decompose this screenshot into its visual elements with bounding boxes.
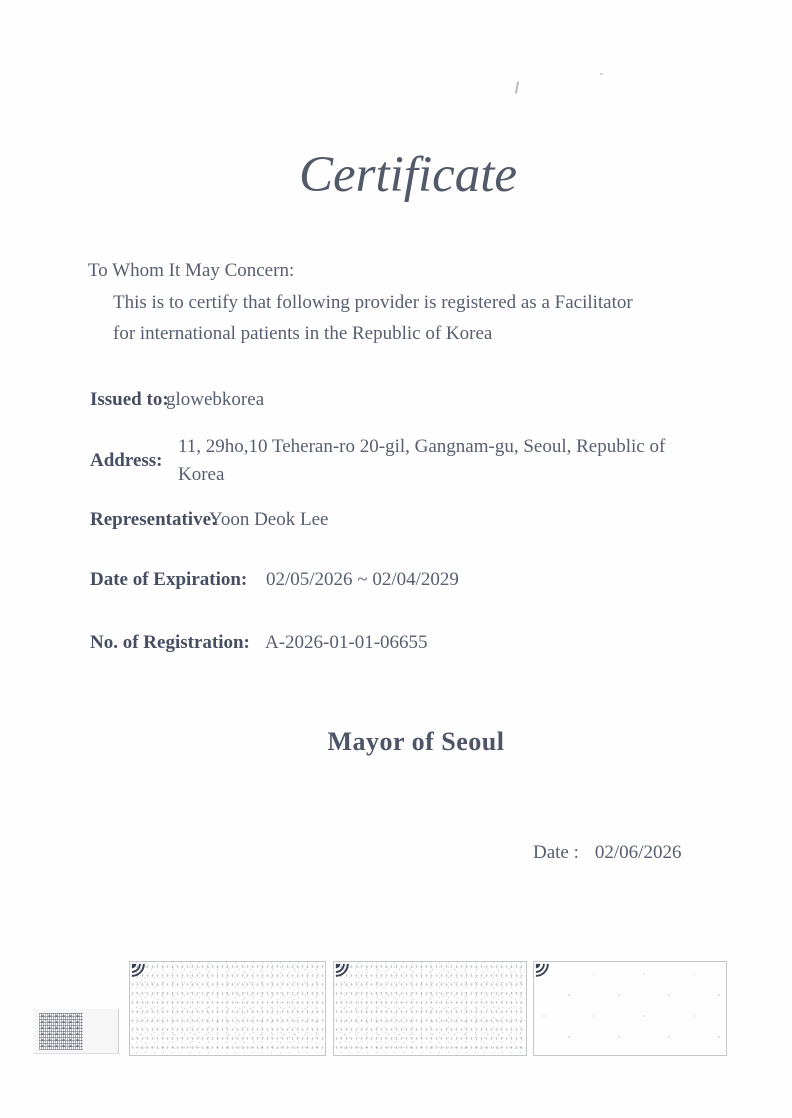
security-panel-1 [129,961,326,1056]
concentric-arcs-icon [131,963,147,979]
scan-artifact-dot [600,73,603,75]
address-label: Address: [90,450,163,471]
certificate-title: Certificate [298,147,518,203]
concentric-arcs-icon [535,963,551,979]
signature-mayor-of-seoul: Mayor of Seoul [327,727,505,756]
salutation: To Whom It May Concern: [88,260,295,281]
body-line-1: This is to certify that following provider is registered as a Facilitator [113,292,633,313]
stamp-dither-pattern [39,1013,83,1050]
body-line-2: for international patients in the Republic of Korea [113,323,493,344]
representative-value: Yoon Deok Lee [209,509,329,530]
scan-artifact-slash [515,81,519,94]
date-of-expiration-label: Date of Expiration: [90,569,248,590]
date-value: 02/06/2026 [594,842,682,863]
registration-number-label: No. of Registration: [90,632,250,653]
date-of-expiration-value: 02/05/2026 ~ 02/04/2029 [266,569,459,590]
security-panel-2 [333,961,527,1056]
issued-to-label: Issued to: [90,389,169,410]
issue-date-row [533,842,681,864]
address-value-line-2: Korea [178,464,225,485]
concentric-arcs-icon [335,963,351,979]
issued-to-value: glowebkorea [166,389,265,410]
registration-number-value: A-2026-01-01-06655 [265,632,428,653]
security-panel-3 [533,961,727,1056]
date-label: Date : [533,842,579,863]
pixelated-stamp-block [33,1009,119,1054]
address-value-line-1: 11, 29ho,10 Teheran-ro 20-gil, Gangnam-gu, Seoul, Republic of [178,436,666,457]
representative-label: Representative: [90,509,218,530]
